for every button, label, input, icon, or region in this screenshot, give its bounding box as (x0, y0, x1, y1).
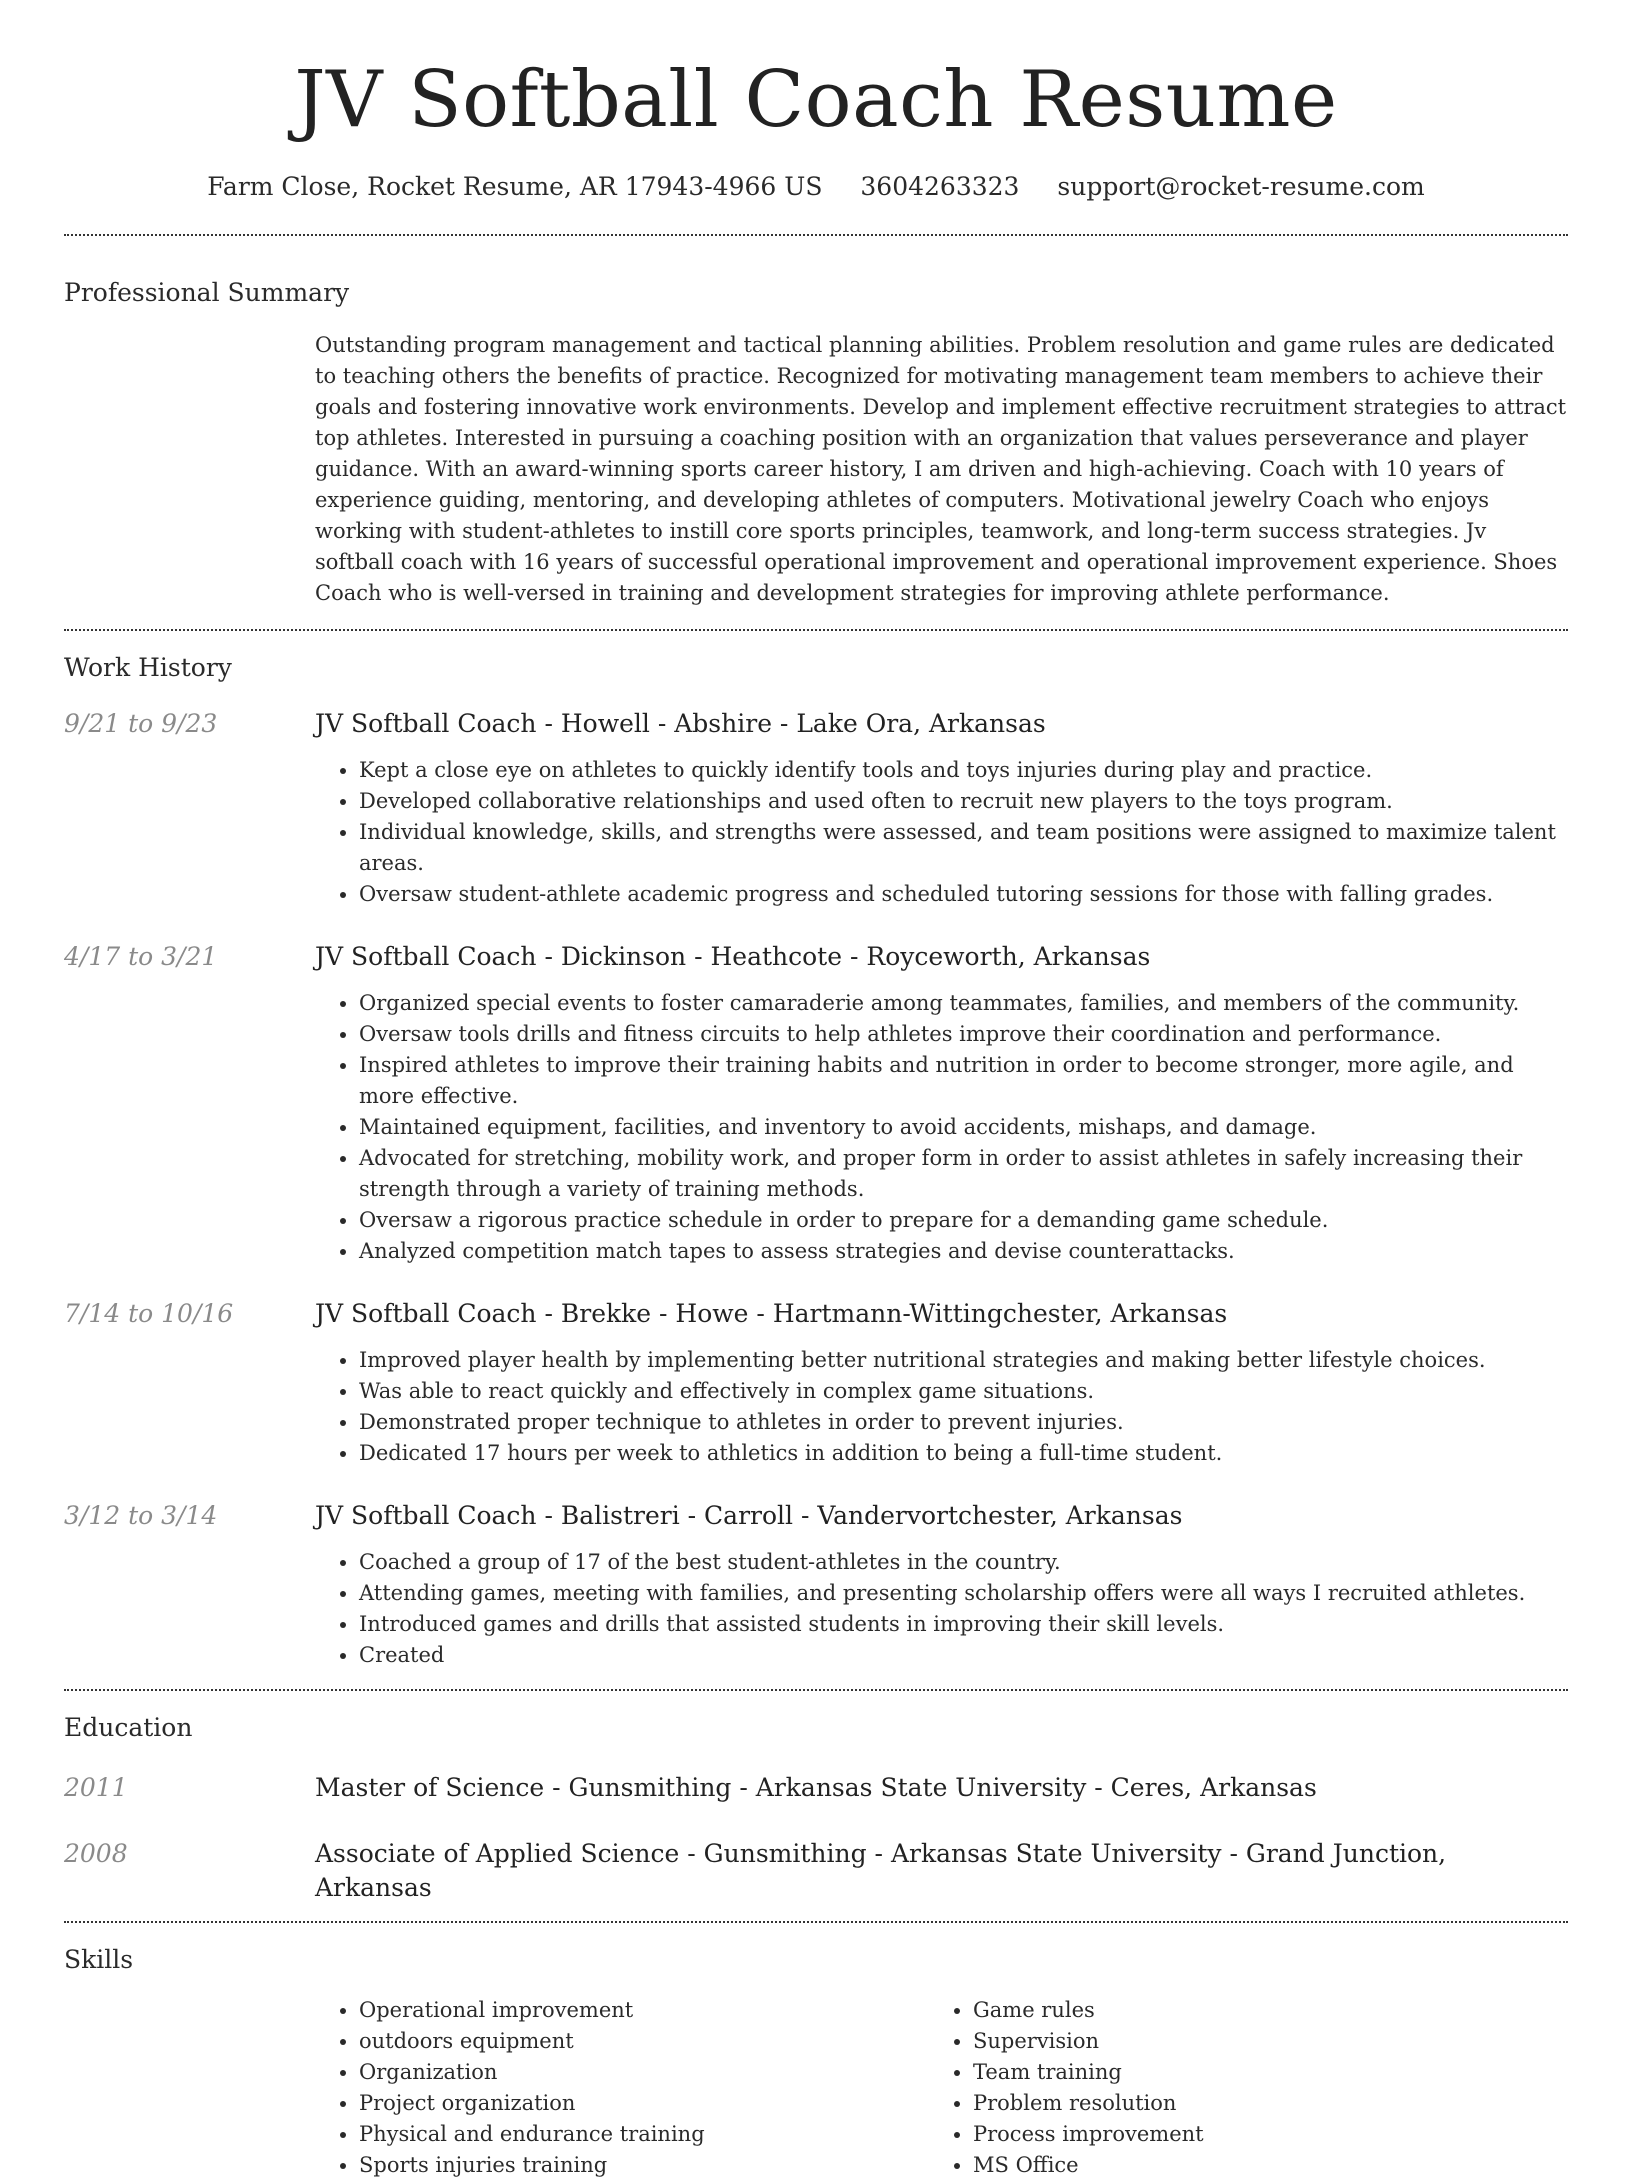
list-item: • outdoors equipment (359, 2026, 929, 2057)
education-entry (64, 1771, 1568, 1805)
contact-line (64, 170, 1568, 204)
skills-columns (315, 1995, 1568, 2181)
education-year: 2011 (64, 1773, 128, 1802)
list-item: • MS Office (973, 2150, 1543, 2181)
list-item: • Developed collaborative relationships and used often to recruit new players to the toys program. (359, 786, 1568, 817)
list-item: • Improved player health by implementing better nutritional strategies and making better lifestyle choices. (359, 1345, 1568, 1376)
list-item: • Was able to react quickly and effectively in complex game situations. (359, 1376, 1568, 1407)
job-date: 3/12 to 3/14 (64, 1501, 218, 1530)
list-item: • Attending games, meeting with families, and presenting scholarship offers were all ways I recruited athletes. (359, 1578, 1568, 1609)
list-item: • Team training (973, 2057, 1543, 2088)
education-year: 2008 (64, 1839, 128, 1868)
work-history-section (64, 631, 1568, 1671)
section-title-education: Education (64, 1713, 193, 1742)
job-bullets (315, 1547, 1568, 1671)
job-entry (64, 1297, 1568, 1469)
job-bullets (315, 755, 1568, 910)
education-section (64, 1691, 1568, 1905)
job-date: 9/21 to 9/23 (64, 709, 218, 738)
contact-phone: 3604263323 (860, 172, 1020, 201)
list-item: • Project organization (359, 2088, 929, 2119)
list-item: • Sports injuries training (359, 2150, 929, 2181)
list-item: • Oversaw tools drills and fitness circuits to help athletes improve their coordination and performance. (359, 1019, 1568, 1050)
job-title: JV Softball Coach - Brekke - Howe - Hartmann-Wittingchester, Arkansas (315, 1299, 1228, 1328)
list-item: • Process improvement (973, 2119, 1543, 2150)
section-title-work: Work History (64, 653, 232, 682)
job-entry (64, 707, 1568, 910)
job-title: JV Softball Coach - Balistreri - Carroll - Vandervortchester, Arkansas (315, 1501, 1183, 1530)
list-item: • Operational improvement (359, 1995, 929, 2026)
education-degree: Associate of Applied Science - Gunsmithing - Arkansas State University - Grand Junction, Arkansas (315, 1839, 1447, 1902)
job-date: 4/17 to 3/21 (64, 942, 218, 971)
list-item: • Oversaw student-athlete academic progress and scheduled tutoring sessions for those with falling grades. (359, 879, 1568, 910)
contact-address: Farm Close, Rocket Resume, AR 17943-4966 US (207, 172, 823, 201)
contact-email: support@rocket-resume.com (1057, 172, 1425, 201)
section-title-summary: Professional Summary (64, 278, 350, 307)
education-degree: Master of Science - Gunsmithing - Arkansas State University - Ceres, Arkansas (315, 1773, 1317, 1802)
job-bullets (315, 1345, 1568, 1469)
list-item: • Demonstrated proper technique to athletes in order to prevent injuries. (359, 1407, 1568, 1438)
job-title: JV Softball Coach - Howell - Abshire - Lake Ora, Arkansas (315, 709, 1046, 738)
skills-list-right (929, 1995, 1543, 2181)
list-item: • Created (359, 1640, 1568, 1671)
list-item: • Organized special events to foster camaraderie among teammates, families, and members of the community. (359, 988, 1568, 1019)
education-entry (64, 1837, 1568, 1905)
list-item: • Kept a close eye on athletes to quickly identify tools and toys injuries during play and practice. (359, 755, 1568, 786)
list-item: • Dedicated 17 hours per week to athletics in addition to being a full-time student. (359, 1438, 1568, 1469)
list-item: • Advocated for stretching, mobility work, and proper form in order to assist athletes in safely increasing their strength through a variety of training methods. (359, 1143, 1568, 1205)
job-bullets (315, 988, 1568, 1267)
list-item: • Supervision (973, 2026, 1543, 2057)
list-item: • Individual knowledge, skills, and strengths were assessed, and team positions were assigned to maximize talent areas. (359, 817, 1568, 879)
resume-title: JV Softball Coach Resume (294, 55, 1338, 145)
list-item: • Inspired athletes to improve their training habits and nutrition in order to become stronger, more agile, and more effective. (359, 1050, 1568, 1112)
list-item: • Organization (359, 2057, 929, 2088)
skills-list-left (315, 1995, 929, 2181)
job-entry (64, 940, 1568, 1267)
resume-header (64, 0, 1568, 204)
list-item: • Introduced games and drills that assisted students in improving their skill levels. (359, 1609, 1568, 1640)
job-entry (64, 1499, 1568, 1671)
list-item: • Analyzed competition match tapes to assess strategies and devise counterattacks. (359, 1236, 1568, 1267)
list-item: • Coached a group of 17 of the best student-athletes in the country. (359, 1547, 1568, 1578)
summary-text: Outstanding program management and tactical planning abilities. Problem resolution and game rules are dedicated to teaching others the benefits of practice. Recognized for motivating management team members to achieve their goals and fostering innovative work environments. Develop and implement effective recruitment strategies to attract top athletes. Interested in pursuing a coaching position with an organization that values perseverance and player guidance. With an award-winning sports career history, I am driven and high-achieving. Coach with 10 years of experience guiding, mentoring, and developing athletes of computers. Motivational jewelry Coach who enjoys working with student-athletes to instill core sports principles, teamwork, and long-term success strategies. Jv softball coach with 16 years of successful operational improvement and operational improvement experience. Shoes Coach who is well-versed in training and development strategies for improving athlete performance. (315, 333, 1567, 605)
job-title: JV Softball Coach - Dickinson - Heathcote - Royceworth, Arkansas (315, 942, 1151, 971)
skills-section (64, 1923, 1568, 2181)
list-item: • Maintained equipment, facilities, and inventory to avoid accidents, mishaps, and damage. (359, 1112, 1568, 1143)
job-date: 7/14 to 10/16 (64, 1299, 234, 1328)
list-item: • Problem resolution (973, 2088, 1543, 2119)
professional-summary-section (64, 236, 1568, 609)
section-title-skills: Skills (64, 1945, 134, 1974)
list-item: • Physical and endurance training (359, 2119, 929, 2150)
list-item: • Game rules (973, 1995, 1543, 2026)
list-item: • Oversaw a rigorous practice schedule in order to prepare for a demanding game schedule. (359, 1205, 1568, 1236)
